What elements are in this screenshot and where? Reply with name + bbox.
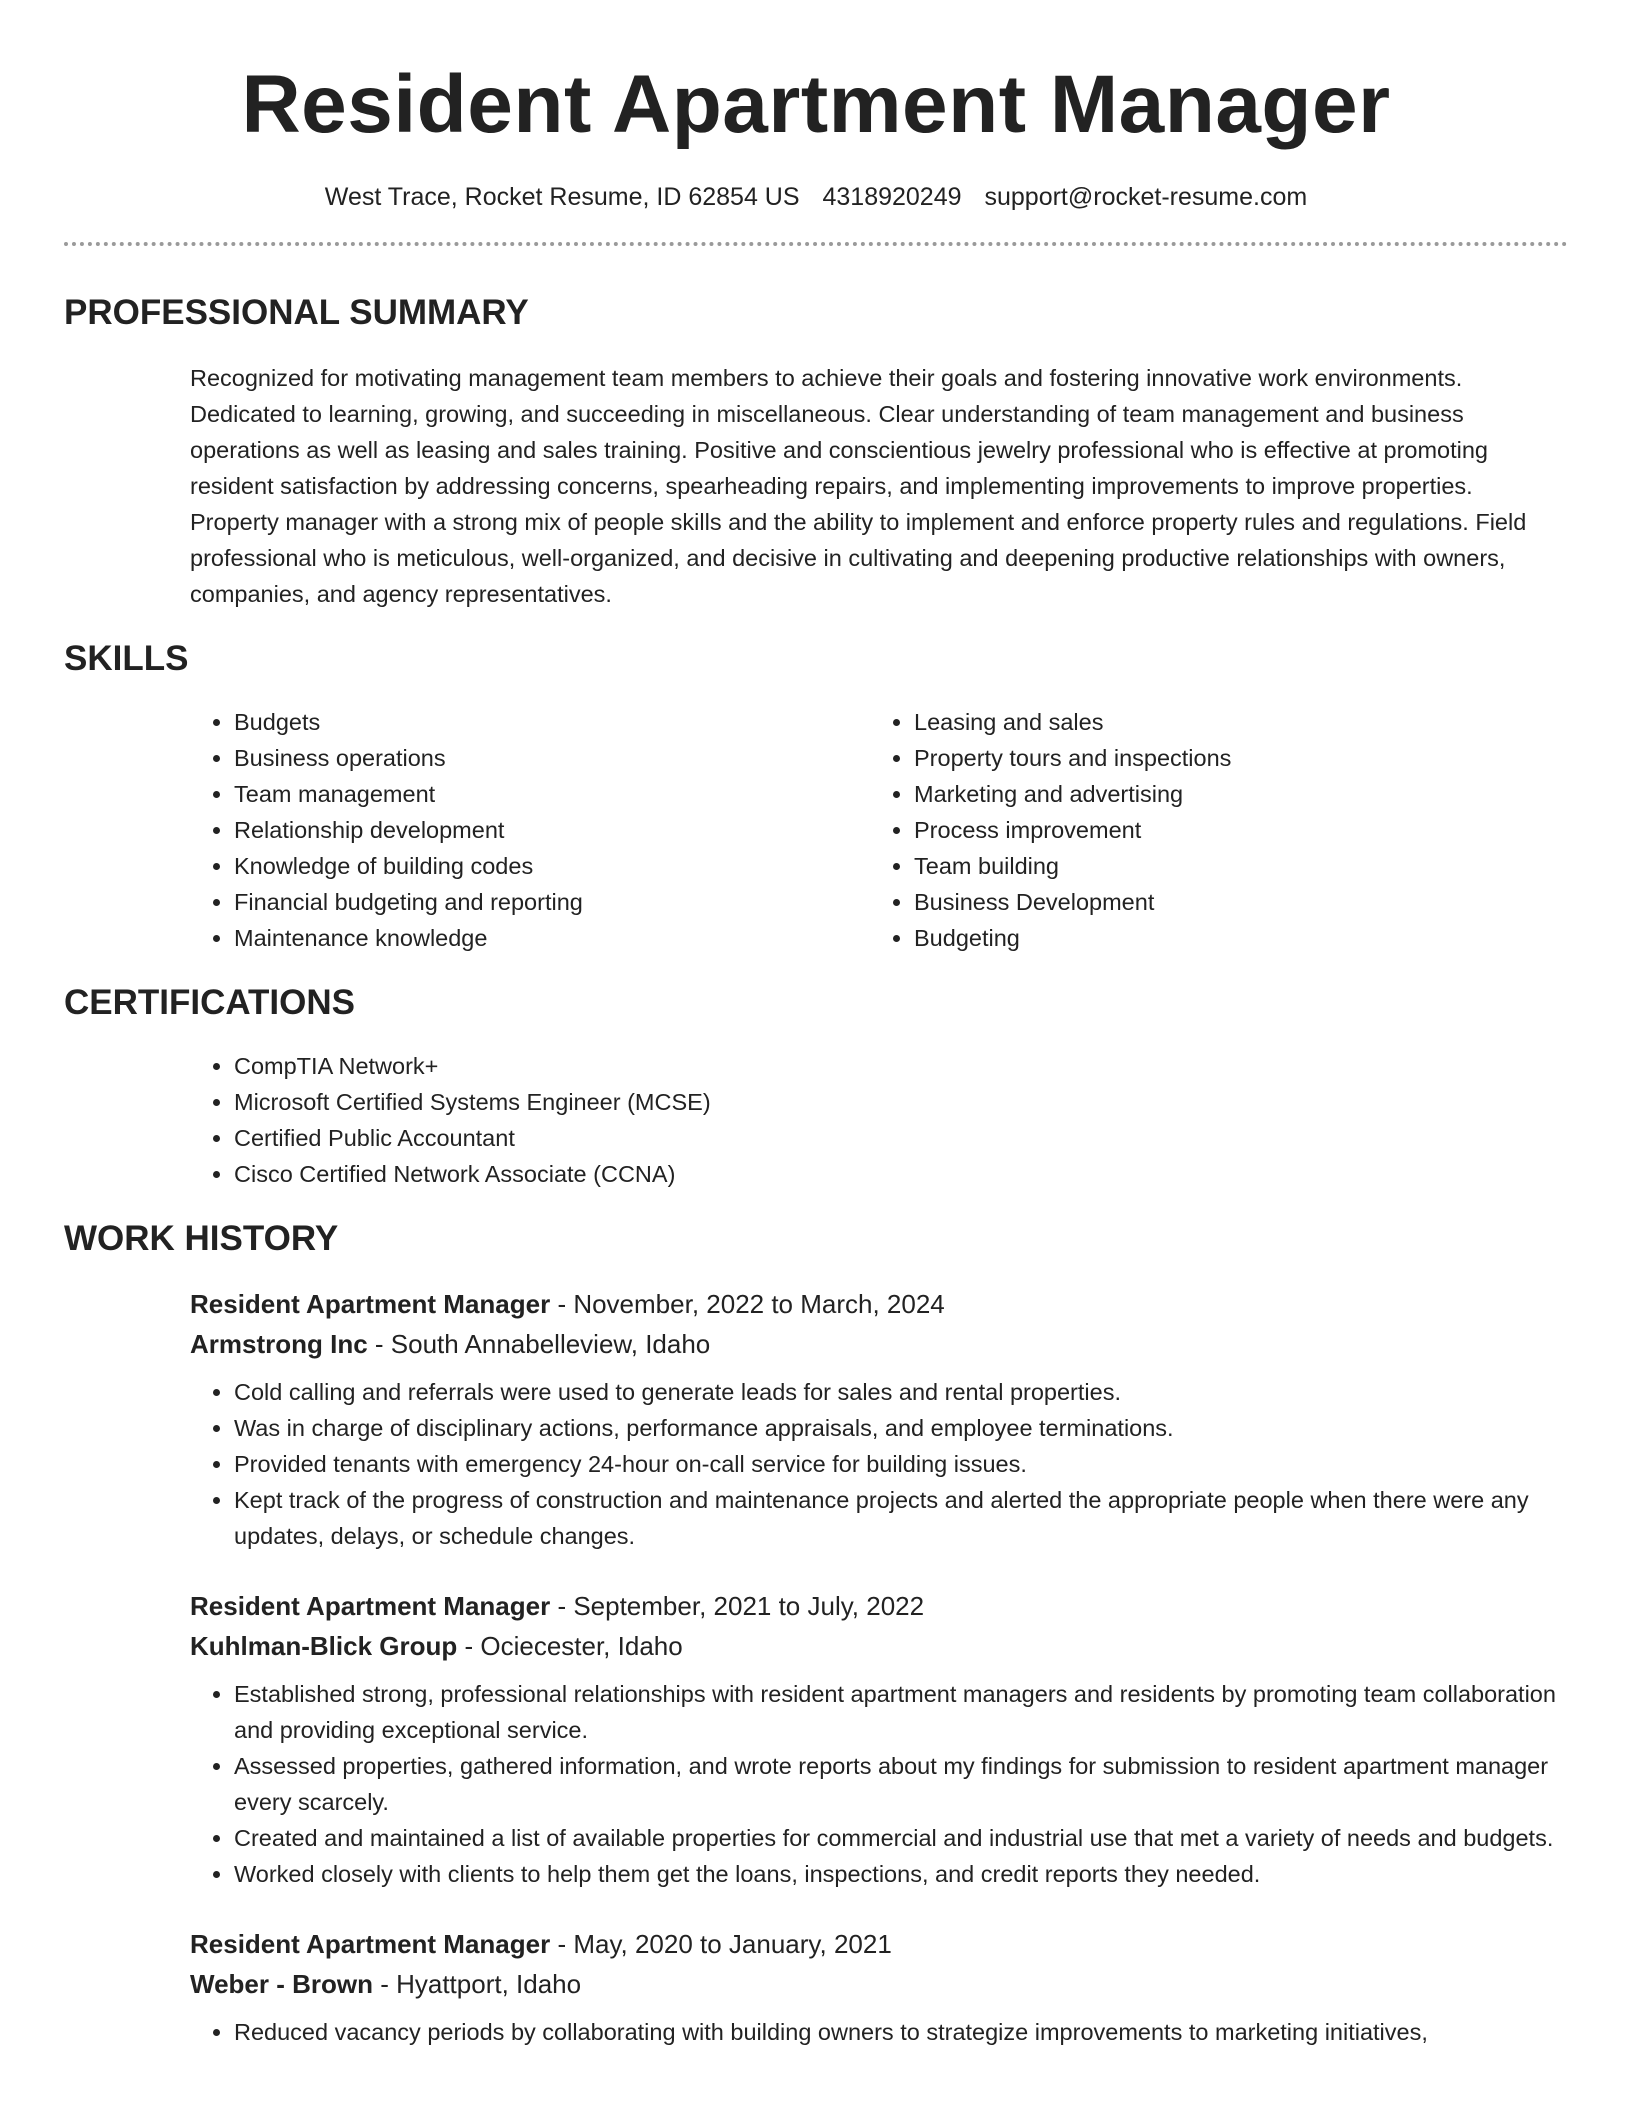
job-dates: - November, 2022 to March, 2024 — [550, 1289, 945, 1319]
job-title-line — [190, 1924, 1568, 1964]
job-entry — [190, 1586, 1568, 1892]
skill-item: • Business Development — [914, 884, 1550, 920]
job-bullet: • Worked closely with clients to help them get the loans, inspections, and credit reports they needed. — [234, 1856, 1568, 1892]
certification-item: • Certified Public Accountant — [234, 1120, 1568, 1156]
resume-name: Resident Apartment Manager — [241, 59, 1391, 150]
skill-item: • Knowledge of building codes — [234, 848, 870, 884]
skills-column-right — [870, 704, 1550, 956]
skills-list-right — [870, 704, 1550, 956]
contact-email: support@rocket-resume.com — [984, 183, 1308, 211]
job-bullets — [190, 1676, 1568, 1892]
job-company: Armstrong Inc — [190, 1329, 368, 1359]
job-role: Resident Apartment Manager — [190, 1929, 551, 1959]
skill-item: • Process improvement — [914, 812, 1550, 848]
skill-item: • Financial budgeting and reporting — [234, 884, 870, 920]
job-location: - Ociecester, Idaho — [457, 1631, 683, 1661]
job-bullets — [190, 1374, 1568, 1554]
skill-item: • Relationship development — [234, 812, 870, 848]
skill-item: • Marketing and advertising — [914, 776, 1550, 812]
contact-address: West Trace, Rocket Resume, ID 62854 US — [324, 183, 800, 211]
job-bullet: • Cold calling and referrals were used to generate leads for sales and rental properties. — [234, 1374, 1568, 1410]
skill-item: • Team management — [234, 776, 870, 812]
skill-item: • Budgets — [234, 704, 870, 740]
contact-line — [64, 182, 1568, 212]
skills-list-left — [190, 704, 870, 956]
job-bullet: • Kept track of the progress of construction and maintenance projects and alerted the appropriate people when there were any updates, delays, or schedule changes. — [234, 1482, 1568, 1554]
job-role: Resident Apartment Manager — [190, 1591, 551, 1621]
contact-phone: 4318920249 — [822, 183, 962, 211]
job-bullet: • Assessed properties, gathered information, and wrote reports about my findings for submission to resident apartment manager every scarcely. — [234, 1748, 1568, 1820]
job-bullet: • Reduced vacancy periods by collaborating with building owners to strategize improvements to marketing initiatives, — [234, 2014, 1568, 2050]
section-title-work-history: WORK HISTORY — [64, 1219, 339, 1258]
section-title-summary: PROFESSIONAL SUMMARY — [64, 293, 529, 332]
skill-item: • Business operations — [234, 740, 870, 776]
skill-item: • Leasing and sales — [914, 704, 1550, 740]
job-company-line — [190, 1626, 1568, 1666]
job-bullet: • Established strong, professional relationships with resident apartment managers and residents by promoting team collaboration and providing exceptional service. — [234, 1676, 1568, 1748]
job-location: - South Annabelleview, Idaho — [367, 1329, 711, 1359]
skills-column-left — [190, 704, 870, 956]
job-bullet: • Provided tenants with emergency 24-hour on-call service for building issues. — [234, 1446, 1568, 1482]
job-dates: - September, 2021 to July, 2022 — [550, 1591, 925, 1621]
certifications-list — [190, 1048, 1568, 1192]
skill-item: • Team building — [914, 848, 1550, 884]
header-divider — [64, 242, 1568, 246]
skill-item: • Budgeting — [914, 920, 1550, 956]
job-company-line — [190, 1964, 1568, 2004]
job-entry — [190, 1924, 1568, 2050]
job-title-line — [190, 1586, 1568, 1626]
resume-page — [64, 0, 1568, 2050]
job-dates: - May, 2020 to January, 2021 — [550, 1929, 892, 1959]
summary-text: Recognized for motivating management team members to achieve their goals and fostering innovative work environments. Dedicated to learning, growing, and succeeding in miscellaneous. Clear understanding of team management and business operations as well as leasing and sales training. Positive and conscientious jewelry professional who is effective at promoting resident satisfaction by addressing concerns, spearheading repairs, and implementing improvements to improve properties. Property manager with a strong mix of people skills and the ability to implement and enforce property rules and regulations. Field professional who is meticulous, well-organized, and decisive in cultivating and deepening productive relationships with owners, companies, and agency representatives. — [190, 365, 1527, 607]
job-bullet: • Was in charge of disciplinary actions, performance appraisals, and employee terminations. — [234, 1410, 1568, 1446]
skills-grid — [190, 704, 1568, 956]
skill-item: • Property tours and inspections — [914, 740, 1550, 776]
job-title-line — [190, 1284, 1568, 1324]
job-bullets — [190, 2014, 1568, 2050]
job-company: Weber - Brown — [190, 1969, 373, 1999]
job-location: - Hyattport, Idaho — [372, 1969, 582, 1999]
section-title-certifications: CERTIFICATIONS — [64, 983, 356, 1022]
job-company: Kuhlman-Blick Group — [190, 1631, 458, 1661]
job-bullet: • Created and maintained a list of available properties for commercial and industrial use that met a variety of needs and budgets. — [234, 1820, 1568, 1856]
certifications-block — [190, 1048, 1568, 1192]
skill-item: • Maintenance knowledge — [234, 920, 870, 956]
section-title-skills: SKILLS — [64, 639, 189, 678]
certification-item: • CompTIA Network+ — [234, 1048, 1568, 1084]
job-company-line — [190, 1324, 1568, 1364]
certification-item: • Microsoft Certified Systems Engineer (MCSE) — [234, 1084, 1568, 1120]
certification-item: • Cisco Certified Network Associate (CCNA) — [234, 1156, 1568, 1192]
job-role: Resident Apartment Manager — [190, 1289, 551, 1319]
job-entry — [190, 1284, 1568, 1554]
